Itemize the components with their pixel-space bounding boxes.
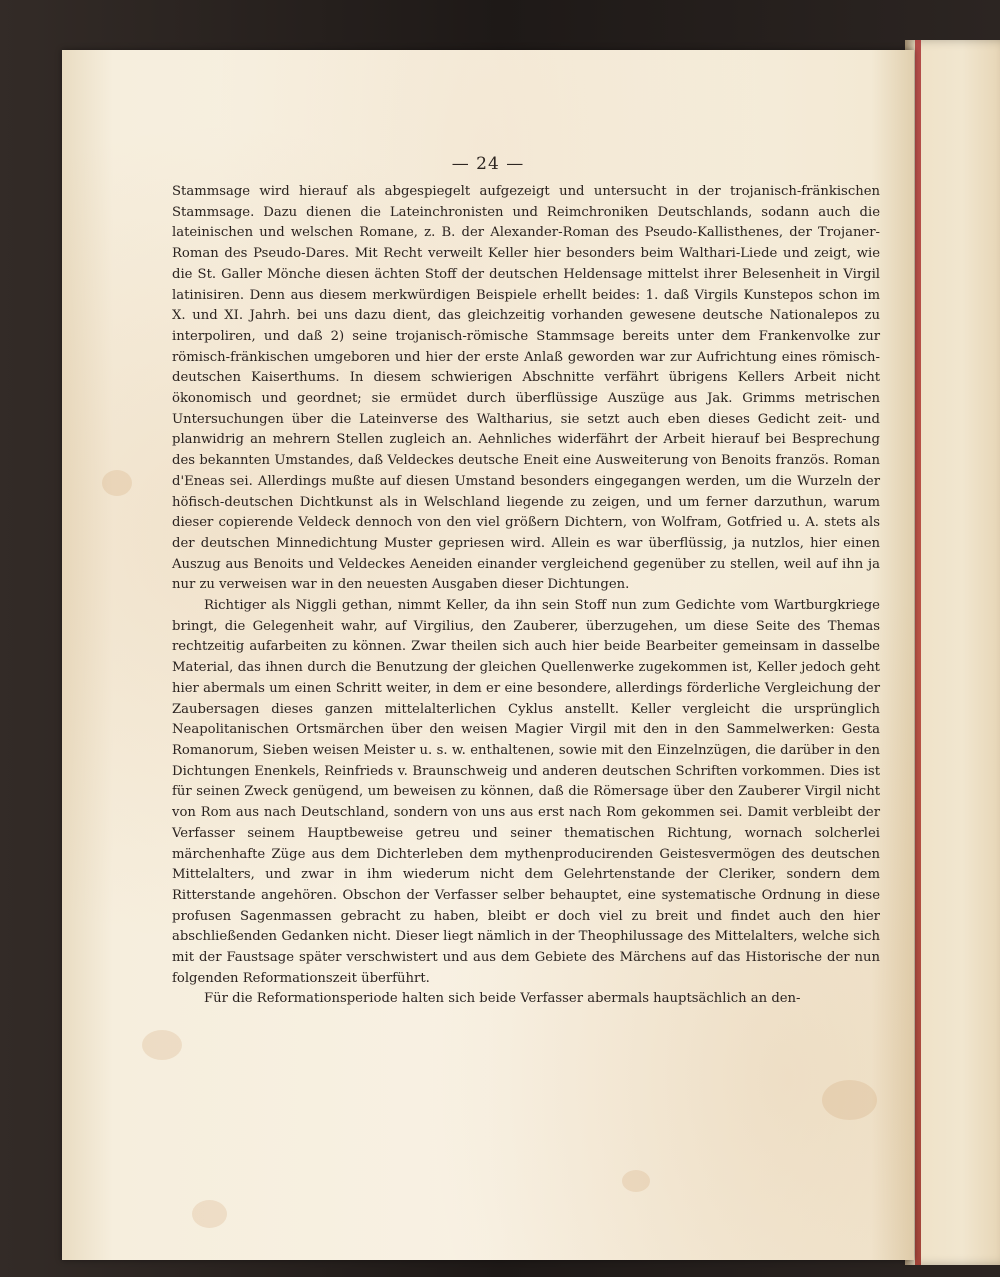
foxing-spot [822, 1080, 877, 1120]
foxing-spot [102, 470, 132, 496]
paragraph: Richtiger als Niggli gethan, nimmt Keller, da ihn sein Stoff nun zum Gedichte vom Wartburgkriege bringt, die Gelegenheit wahr, auf Virgilius, den Zauberer, überzugehen, um diese Seite des Themas rechtzeitig aufarbeiten zu können. Zwar theilen sich auch hier beide Bearbeiter gemeinsam in dasselbe Material, das ihnen durch die Benutzung der gleichen Quellenwerke zugekommen ist, Keller jedoch geht hier abermals um einen Schritt weiter, in dem er eine besondere, allerdings förderliche Vergleichung der Zaubersagen dieses ganzen mittelalterlichen Cyklus anstellt. Keller vergleicht die ursprünglich Neapolitanischen Ortsmärchen über den weisen Magier Virgil mit den in den Sammelwerken: Gesta Romanorum, Sieben weisen Meister u. s. w. enthaltenen, sowie mit den Einzelnzügen, die darüber in den Dichtungen Enenkels, Reinfrieds v. Braunschweig und anderen deutschen Schriften vorkommen. Dies ist für seinen Zweck genügend, um beweisen zu können, daß die Römersage über den Zauberer Virgil nicht von Rom aus nach Deutschland, sondern von uns aus erst nach Rom gekommen sei. Damit verbleibt der Verfasser seinem Hauptbeweise getreu und seiner thematischen Richtung, wornach solcherlei märchenhafte Züge aus dem Dichterleben dem mythenproducirenden Geistesvermögen des deutschen Mittelalters, und zwar in ihm wiederum nicht dem Gelehrtenstande der Cleriker, sondern dem Ritterstande angehören. Obschon der Verfasser selber behauptet, eine systematische Ordnung in diese profusen Sagenmassen gebracht zu haben, bleibt er doch viel zu breit und findet auch den hier abschließenden Gedanken nicht. Dieser liegt nämlich in der Theophilussage des Mittelalters, welche sich mit der Faustsage später verschwistert und aus dem Gebiete des Märchens auf das Historische der nun folgenden Reformationszeit überführt. [172, 598, 880, 986]
foxing-spot [142, 1030, 182, 1060]
paragraph: Stammsage wird hierauf als abgespiegelt aufgezeigt und untersucht in der trojanisch-fränkischen Stammsage. Dazu dienen die Lateinchronisten und Reimchroniken Deutschlands, sodann auch die lateinischen und welschen Romane, z. B. der Alexander-Roman des Pseudo-Kallisthenes, der Trojaner-Roman des Pseudo-Dares. Mit Recht verweilt Keller hier besonders beim Walthari-Liede und zeigt, wie die St. Galler Mönche diesen ächten Stoff der deutschen Heldensage mittelst ihrer Belesenheit in Virgil latinisiren. Denn aus diesem merkwürdigen Beispiele erhellt beides: 1. daß Virgils Kunstepos schon im X. und XI. Jahrh. bei uns dazu dient, das gleichzeitig vorhanden gewesene deutsche Nationalepos zu interpoliren, und daß 2) seine trojanisch-römische Stammsage bereits unter dem Frankenvolke zur römisch-fränkischen umgeboren und hier der erste Anlaß geworden war zur Aufrichtung eines römisch-deutschen Kaiserthums. In diesem schwierigen Abschnitte verfährt übrigens Kellers Arbeit nicht ökonomisch und geordnet; sie ermüdet durch überflüssige Auszüge aus Jak. Grimms metrischen Untersuchungen über die Lateinverse des Waltharius, sie setzt auch eben dieses Gedicht zeit- und planwidrig an mehrern Stellen zugleich an. Aehnliches widerfährt der Arbeit hierauf bei Besprechung des bekannten Umstandes, daß Veldeckes deutsche Eneit eine Ausweiterung von Benoits französ. Roman d'Eneas sei. Allerdings mußte auf diesen Umstand besonders eingegangen werden, um die Wurzeln der höfisch-deutschen Dichtkunst als in Welschland liegende zu zeigen, und um ferner darzuthun, warum dieser copierende Veldeck dennoch von den viel größern Dichtern, von Wolfram, Gotfried u. A. stets als der deutschen Minnedichtung Muster gepriesen wird. Allein es war überflüssig, ja nutzlos, hier einen Auszug aus Benoits und Veldeckes Aeneiden einander vergleichend gegenüber zu stellen, weil auf ihn ja nur zu verweisen war in den neuesten Ausgaben dieser Dichtungen. [172, 184, 880, 593]
body-text [172, 182, 880, 1010]
paragraph: Für die Reformationsperiode halten sich beide Verfasser abermals hauptsächlich an den- [204, 991, 801, 1007]
foxing-spot [192, 1200, 227, 1228]
foxing-spot [622, 1170, 650, 1192]
document-page [62, 50, 914, 1260]
page-edge-red [915, 40, 921, 1265]
page-number: — 24 — [451, 154, 525, 174]
